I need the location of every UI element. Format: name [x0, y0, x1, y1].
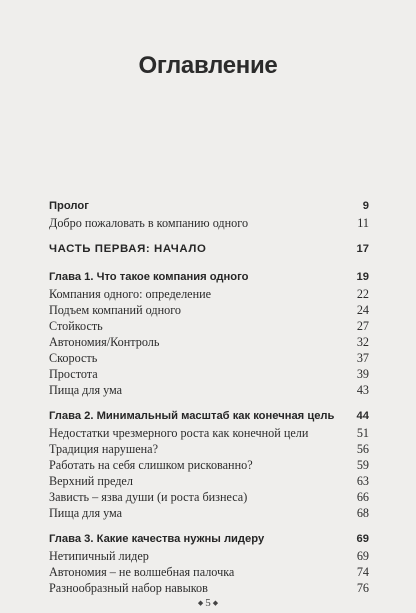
ornament-right-icon: ◆ — [212, 599, 219, 607]
toc-entry-page: 69 — [356, 533, 369, 545]
toc-entry[interactable] — [49, 351, 369, 367]
toc-entry-title: ЧАСТЬ ПЕРВАЯ: НАЧАЛО — [49, 243, 207, 255]
toc-entry[interactable] — [49, 367, 369, 383]
toc-chapter[interactable] — [49, 271, 369, 287]
toc-entry-page: 63 — [356, 474, 369, 488]
toc-entry[interactable] — [49, 549, 369, 565]
toc-entry-title: Глава 2. Минимальный масштаб как конечная цель — [49, 410, 335, 422]
toc-entry-title: Работать на себя слишком рискованно? — [49, 458, 253, 472]
toc-entry-page: 44 — [356, 410, 369, 422]
toc-entry[interactable] — [49, 458, 369, 474]
ornament-left-icon: ◆ — [197, 599, 204, 607]
toc-entry-page: 9 — [362, 200, 369, 212]
toc-entry[interactable] — [49, 565, 369, 581]
toc-entry[interactable] — [49, 319, 369, 335]
toc-entry-title: Нетипичный лидер — [49, 549, 149, 563]
toc-entry-page: 74 — [356, 565, 369, 579]
toc-entry-page: 51 — [356, 426, 369, 440]
toc-part-heading[interactable] — [49, 243, 369, 259]
toc-entry-title: Зависть – язва души (и роста бизнеса) — [49, 490, 248, 504]
toc-entry-page: 37 — [356, 351, 369, 365]
toc-entry-title: Верхний предел — [49, 474, 133, 488]
toc-entry-page: 11 — [357, 216, 369, 230]
toc-entry-title: Простота — [49, 367, 98, 381]
toc-entry[interactable] — [49, 474, 369, 490]
toc-entry-page: 68 — [356, 506, 369, 520]
toc-entry[interactable] — [49, 490, 369, 506]
page-number: 5 — [205, 597, 211, 609]
toc-entry-title: Компания одного: определение — [49, 287, 212, 301]
toc-entry-title: Глава 3. Какие качества нужны лидеру — [49, 533, 265, 545]
toc-chapter[interactable] — [49, 533, 369, 549]
toc-entry-title: Автономия/Контроль — [49, 335, 160, 349]
toc-entry[interactable] — [49, 442, 369, 458]
toc-entry-page: 27 — [356, 319, 369, 333]
toc-entry-title: Автономия – не волшебная палочка — [49, 565, 235, 579]
toc-entry[interactable] — [49, 383, 369, 399]
toc-entry[interactable] — [49, 506, 369, 522]
toc-entry-page: 22 — [356, 287, 369, 301]
toc-entry-page: 59 — [356, 458, 369, 472]
toc-entry[interactable] — [49, 426, 369, 442]
toc-entry-page: 56 — [356, 442, 369, 456]
toc-entry-title: Добро пожаловать в компанию одного — [49, 216, 249, 230]
toc-entry[interactable] — [49, 335, 369, 351]
toc-entry-title: Разнообразный набор навыков — [49, 581, 208, 595]
toc-entry[interactable] — [49, 216, 369, 232]
toc-entry-page: 76 — [356, 581, 369, 595]
toc-entry[interactable] — [49, 200, 369, 216]
toc-entry-page: 19 — [356, 271, 369, 283]
toc-entry[interactable] — [49, 303, 369, 319]
toc-entry-page: 24 — [356, 303, 369, 317]
page-footer — [0, 597, 416, 609]
toc-entry-title: Традиция нарушена? — [49, 442, 158, 456]
toc-entry-title: Скорость — [49, 351, 98, 365]
toc-entry-title: Подъем компаний одного — [49, 303, 181, 317]
toc-entry-title: Глава 1. Что такое компания одного — [49, 271, 249, 283]
toc-entry-page: 17 — [356, 243, 369, 255]
page-title: Оглавление — [138, 52, 278, 79]
toc-entry[interactable] — [49, 581, 369, 597]
toc-entry-page: 39 — [356, 367, 369, 381]
toc-entry-title: Недостатки чрезмерного роста как конечной цели — [49, 426, 309, 440]
toc-entry-page: 43 — [356, 383, 369, 397]
toc-entry[interactable] — [49, 287, 369, 303]
toc-entry-title: Стойкость — [49, 319, 103, 333]
toc-chapter[interactable] — [49, 410, 369, 426]
toc-entry-title: Пролог — [49, 200, 89, 212]
toc-entry-title: Пища для ума — [49, 506, 123, 520]
toc-entry-page: 69 — [356, 549, 369, 563]
toc-entry-title: Пища для ума — [49, 383, 123, 397]
toc-entry-page: 32 — [356, 335, 369, 349]
toc-entry-page: 66 — [356, 490, 369, 504]
